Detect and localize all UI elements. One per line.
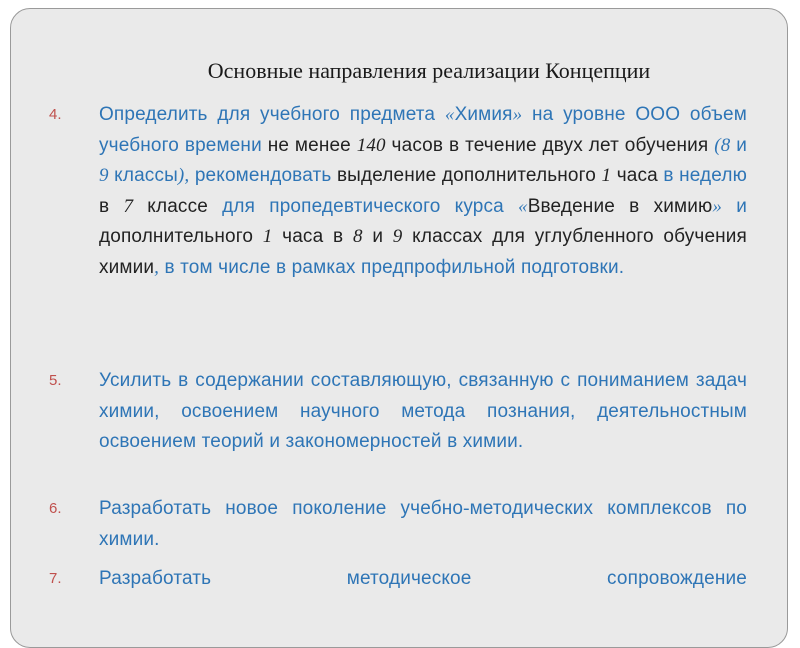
text-run: Определить для учебного предмета [99, 104, 445, 125]
text-run: 1 [262, 226, 273, 247]
text-run: и [730, 134, 747, 156]
item-text [99, 494, 747, 555]
text-run: Введение в химию [527, 195, 713, 217]
text-run: методических комплексов по химии. [99, 498, 747, 550]
text-run: часа [611, 165, 658, 186]
text-run: и [362, 226, 393, 247]
text-run: « [518, 195, 528, 217]
text-run: 140 [356, 134, 386, 156]
text-run: рекомендовать [189, 165, 337, 186]
item-number: 7. [49, 570, 62, 587]
text-run: 1 [601, 165, 612, 186]
text-run: выделение дополнительного [336, 165, 602, 186]
text-run: 9 [392, 226, 403, 247]
slide-panel [10, 8, 788, 648]
text-run: 9 [99, 165, 109, 186]
text-run: и [722, 195, 747, 217]
text-run: на уровне ООО объем учебного времени [99, 104, 747, 156]
item-text [99, 366, 747, 458]
text-run: классы [108, 165, 178, 186]
slide-title: Основные направления реализации Концепции [207, 58, 651, 83]
item-text [99, 100, 747, 283]
text-run: 8 [352, 226, 363, 247]
text-run: - [463, 498, 470, 519]
text-run: , [154, 256, 160, 278]
text-run: для пропедевтического курса [222, 195, 519, 217]
text-run: » [712, 195, 723, 217]
text-run: ), [177, 165, 190, 186]
text-run: 7 [123, 195, 134, 217]
text-run: классах для углубленного обучения химии [99, 226, 748, 278]
item-number: 4. [49, 106, 62, 123]
text-run: Усилить в содержании составляющую, связанную с пониманием задач химии, освоением научного метода познания, деятельностным освоением теорий и закономерностей в химии. [99, 370, 747, 452]
item-number: 6. [49, 500, 62, 517]
text-run: часов в течение двух лет обучения [385, 134, 715, 156]
text-run: в неделю [657, 165, 748, 186]
text-run: не менее [267, 134, 357, 156]
text-run: « [444, 104, 455, 125]
text-run: в том числе в рамках предпрофильной подготовки. [159, 256, 625, 278]
text-run: в [99, 195, 124, 217]
text-run: классе [133, 195, 223, 217]
text-run: Химия [454, 104, 513, 125]
item-number: 5. [49, 372, 62, 389]
text-run: Разработать методическое сопровождение [99, 568, 747, 589]
text-run: (8 [714, 134, 731, 156]
text-run: часа в [272, 226, 353, 247]
item-text [99, 564, 747, 595]
text-run: » [512, 104, 523, 125]
text-run: дополнительного [99, 226, 263, 247]
text-run: Разработать новое поколение учебно [99, 498, 464, 519]
